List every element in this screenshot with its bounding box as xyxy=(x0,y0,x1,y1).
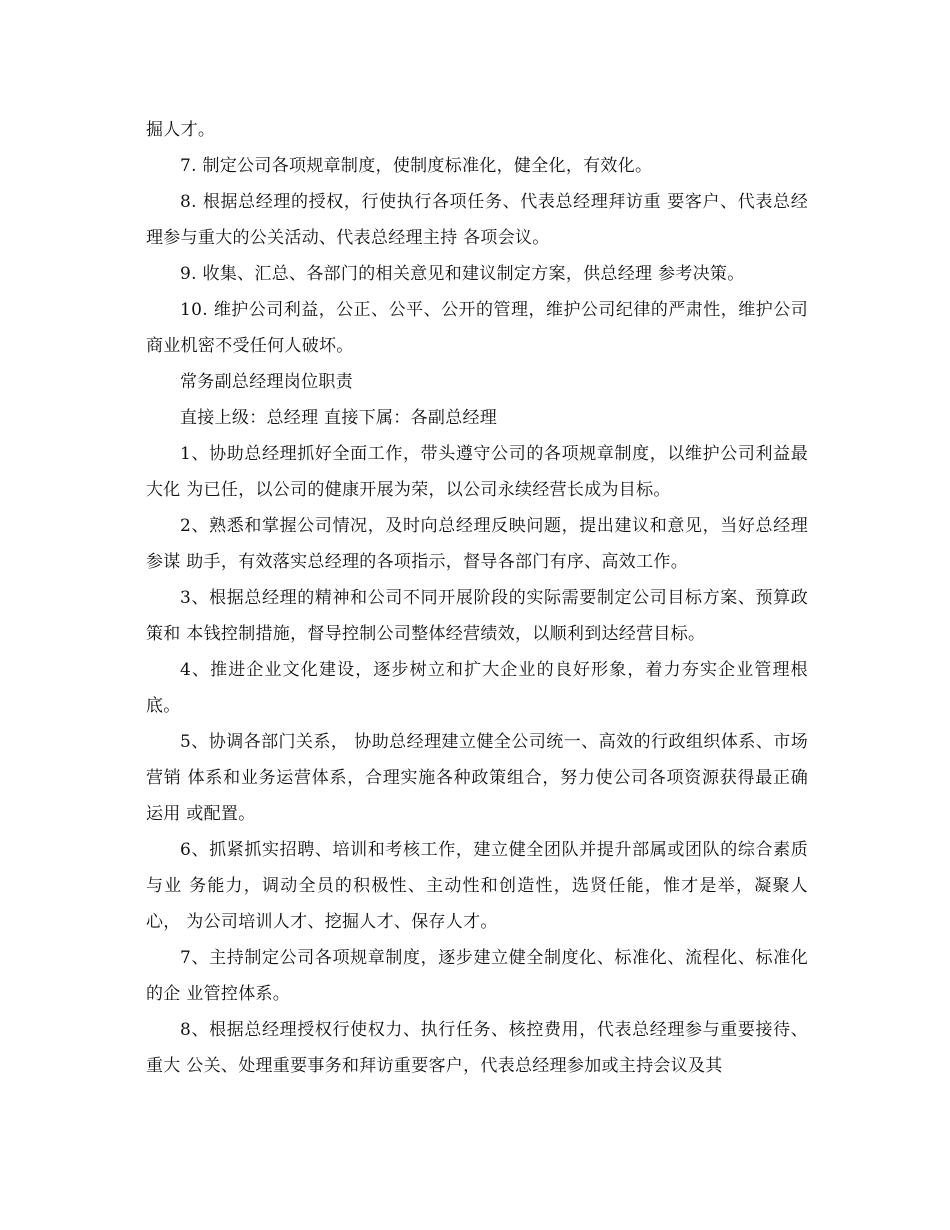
paragraph: 7. 制定公司各项规章制度，使制度标准化，健全化，有效化。 xyxy=(180,156,653,176)
reporting-line: 直接上级：总经理 直接下属：各副总经理 xyxy=(180,408,498,428)
document-body xyxy=(146,112,808,1084)
paragraph: 6、抓紧抓实招聘、培训和考核工作，建立健全团队并提升部属或团队的综合素质与业 务能力，调动全员的积极性、主动性和创造性，选贤任能，惟才是举，凝聚人心， 为公司培训人才、挖掘人才、保存人才。 xyxy=(146,840,808,932)
paragraph: 4、推进企业文化建设，逐步树立和扩大企业的良好形象，着力夯实企业管理根底。 xyxy=(146,660,808,716)
paragraph: 8、根据总经理授权行使权力、执行任务、核控费用，代表总经理参与重要接待、重大 公关、处理重要事务和拜访重要客户，代表总经理参加或主持会议及其 xyxy=(146,1020,808,1076)
paragraph: 10. 维护公司利益，公正、公平、公开的管理，维护公司纪律的严肃性，维护公司商业机密不受任何人破坏。 xyxy=(146,300,808,356)
paragraph: 掘人才。 xyxy=(146,120,216,140)
paragraph: 9. 收集、汇总、各部门的相关意见和建议制定方案，供总经理 参考决策。 xyxy=(180,264,745,284)
section-heading: 常务副总经理岗位职责 xyxy=(180,372,353,392)
paragraph: 5、协调各部门关系， 协助总经理建立健全公司统一、高效的行政组织体系、市场营销 体系和业务运营体系，合理实施各种政策组合，努力使公司各项资源获得最正确运用 或配置。 xyxy=(146,732,808,824)
paragraph: 3、根据总经理的精神和公司不同开展阶段的实际需要制定公司目标方案、预算政策和 本钱控制措施，督导控制公司整体经营绩效，以顺利到达经营目标。 xyxy=(146,588,808,644)
paragraph: 8. 根据总经理的授权，行使执行各项任务、代表总经理拜访重 要客户、代表总经理参与重大的公关活动、代表总经理主持 各项会议。 xyxy=(146,192,808,248)
paragraph: 7、主持制定公司各项规章制度，逐步建立健全制度化、标准化、流程化、标准化的企 业管控体系。 xyxy=(146,948,808,1004)
paragraph: 1、协助总经理抓好全面工作，带头遵守公司的各项规章制度，以维护公司利益最大化 为已任，以公司的健康开展为荣，以公司永续经营长成为目标。 xyxy=(146,444,808,500)
paragraph: 2、熟悉和掌握公司情况，及时向总经理反映问题，提出建议和意见，当好总经理参谋 助手，有效落实总经理的各项指示，督导各部门有序、高效工作。 xyxy=(146,516,808,572)
